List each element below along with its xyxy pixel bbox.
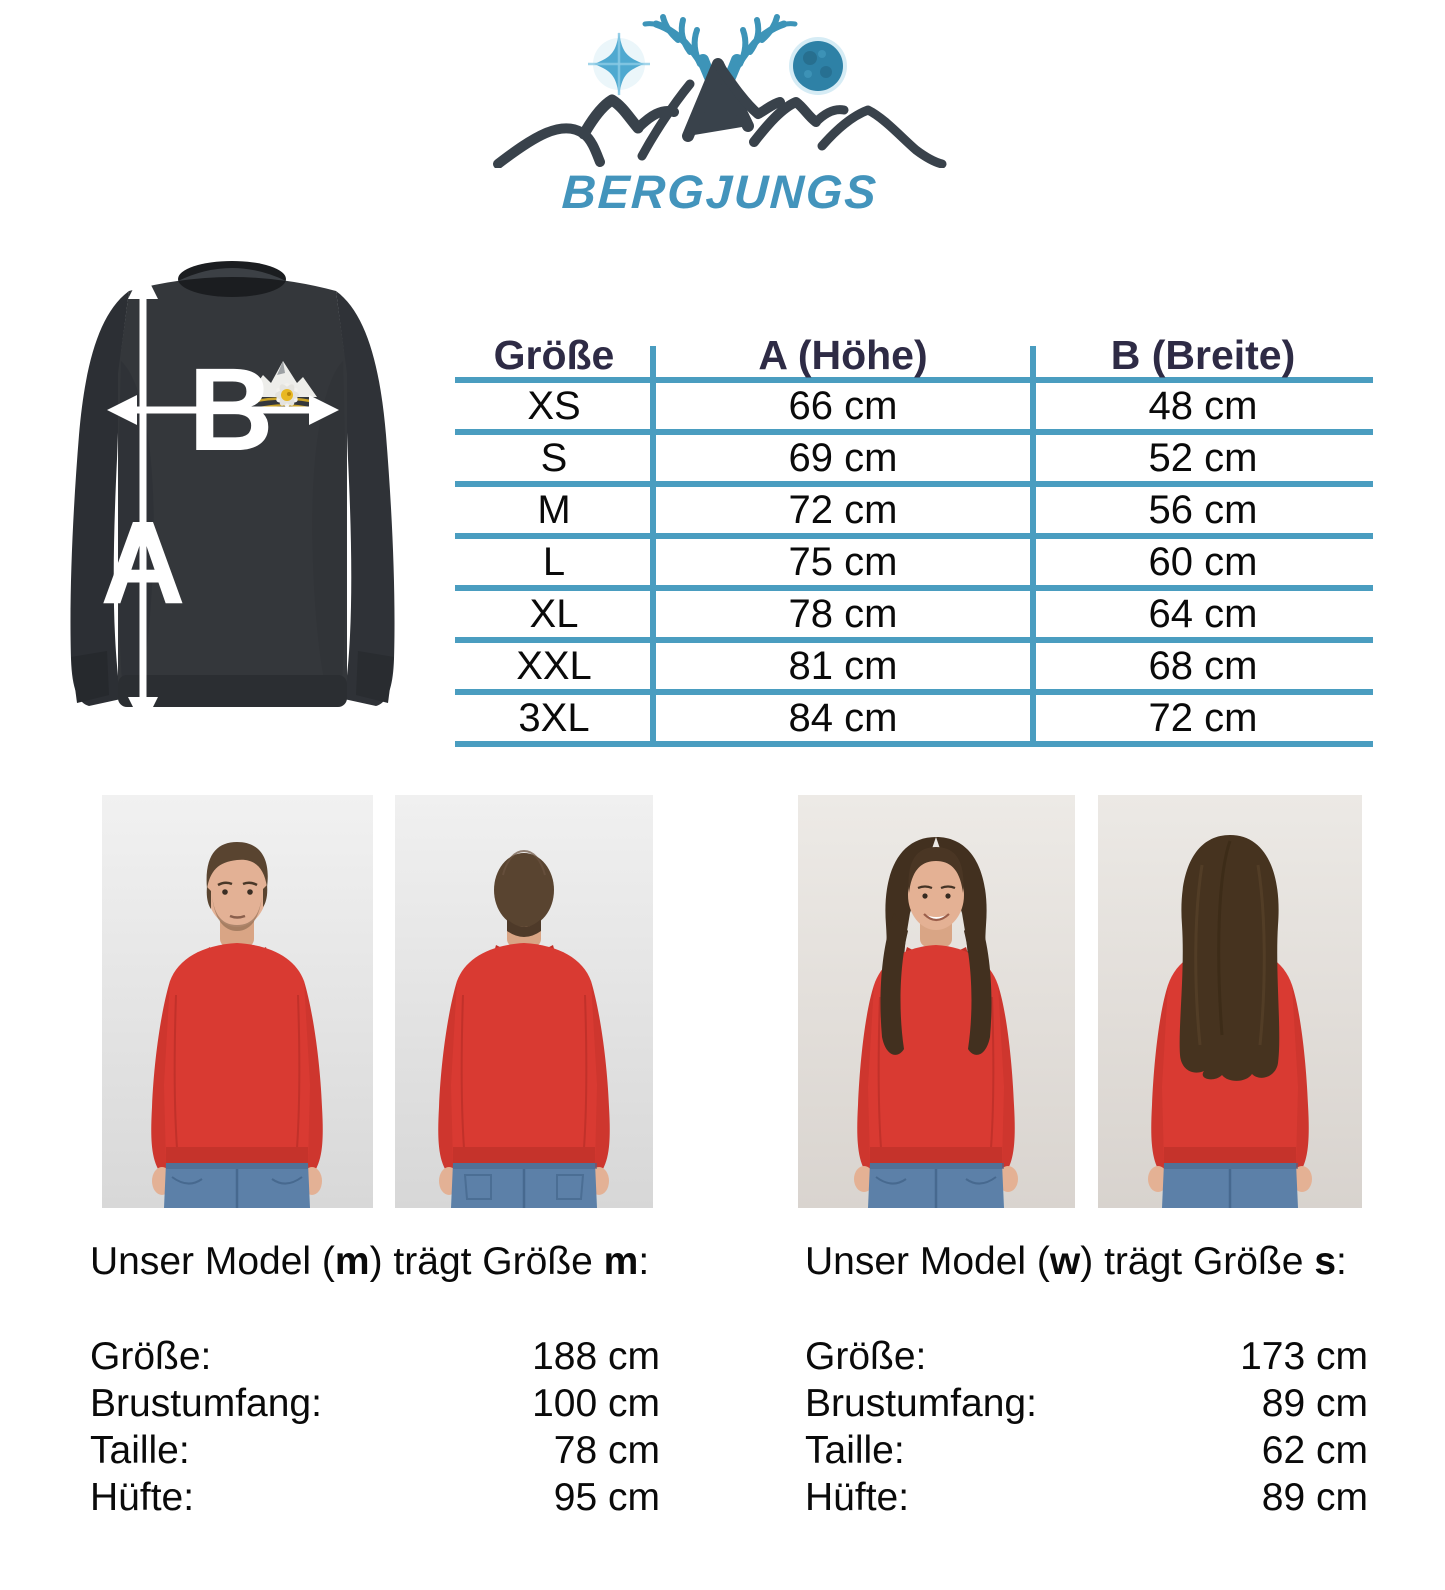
col-header-size: Größe <box>493 332 615 378</box>
width-cell: 48 cm <box>1148 384 1258 428</box>
measurement-label: Taille: <box>805 1428 905 1472</box>
mountains-icon <box>498 64 942 164</box>
width-cell: 60 cm <box>1148 540 1258 584</box>
table-divider <box>1030 346 1036 747</box>
table-row <box>455 383 1373 435</box>
col-header-width: B (Breite) <box>1110 332 1296 378</box>
right-cuff <box>356 651 394 703</box>
measurement-label: Hüfte: <box>90 1475 195 1519</box>
measurement-value: 188 cm <box>532 1334 660 1378</box>
photo-male-back <box>395 795 653 1208</box>
table-row <box>455 435 1373 487</box>
height-label: A <box>100 497 186 629</box>
width-label: B <box>188 344 274 476</box>
table-row <box>455 487 1373 539</box>
height-cell: 78 cm <box>788 592 898 636</box>
measurement-value: 100 cm <box>532 1381 660 1425</box>
sweatshirt-illustration <box>25 243 440 748</box>
col-header-height: A (Höhe) <box>758 332 928 378</box>
width-cell: 56 cm <box>1148 488 1258 532</box>
measurement-value: 78 cm <box>553 1428 660 1472</box>
size-cell: M <box>537 488 571 532</box>
width-cell: 64 cm <box>1148 592 1258 636</box>
width-cell: 72 cm <box>1148 696 1258 740</box>
model-heading-female: Unser Model (w) trägt Größe s: <box>805 1240 1347 1283</box>
mountain-logo-icon <box>492 6 948 168</box>
height-cell: 69 cm <box>788 436 898 480</box>
size-cell: XS <box>527 384 581 428</box>
left-cuff <box>71 651 109 703</box>
size-cell: S <box>540 436 568 480</box>
measurement-row <box>90 1427 660 1474</box>
table-row <box>455 591 1373 643</box>
measurement-row <box>805 1474 1368 1521</box>
photo-male-front <box>102 795 373 1208</box>
measurement-row <box>90 1474 660 1521</box>
measurement-label: Größe: <box>90 1334 212 1378</box>
size-cell: L <box>542 540 566 584</box>
height-cell: 66 cm <box>788 384 898 428</box>
table-row <box>455 539 1373 591</box>
table-row <box>455 695 1373 747</box>
measurement-label: Taille: <box>90 1428 190 1472</box>
size-cell: XXL <box>516 644 592 688</box>
size-table <box>455 333 1373 747</box>
measurement-value: 95 cm <box>553 1475 660 1519</box>
measurement-list <box>805 1333 1368 1521</box>
measurement-label: Brustumfang: <box>805 1381 1037 1425</box>
width-cell: 68 cm <box>1148 644 1258 688</box>
measurement-label: Hüfte: <box>805 1475 910 1519</box>
model-info-male <box>90 1238 660 1528</box>
height-cell: 72 cm <box>788 488 898 532</box>
collar <box>178 261 286 297</box>
moon-icon <box>789 37 847 95</box>
measurement-label: Brustumfang: <box>90 1381 322 1425</box>
model-info-female <box>805 1238 1368 1528</box>
model-heading-male: Unser Model (m) trägt Größe m: <box>90 1240 650 1283</box>
photo-female-front <box>798 795 1075 1208</box>
measurement-value: 89 cm <box>1261 1381 1368 1425</box>
size-cell: 3XL <box>518 696 590 740</box>
measurement-row <box>90 1333 660 1380</box>
size-cell: XL <box>529 592 579 636</box>
measurement-row <box>90 1380 660 1427</box>
measurement-row <box>805 1333 1368 1380</box>
measurement-value: 62 cm <box>1261 1428 1368 1472</box>
sweatshirt-measure-diagram <box>25 243 440 748</box>
height-cell: 84 cm <box>788 696 898 740</box>
brand-name: BERGJUNGS <box>560 165 880 218</box>
height-cell: 75 cm <box>788 540 898 584</box>
measurement-row <box>805 1380 1368 1427</box>
measurement-label: Größe: <box>805 1334 927 1378</box>
measurement-value: 173 cm <box>1240 1334 1368 1378</box>
measurement-row <box>805 1427 1368 1474</box>
height-cell: 81 cm <box>788 644 898 688</box>
table-divider <box>650 346 656 747</box>
brand-logo <box>492 6 948 221</box>
measurement-value: 89 cm <box>1261 1475 1368 1519</box>
table-row <box>455 643 1373 695</box>
size-table-header <box>455 333 1373 383</box>
measurement-list <box>90 1333 660 1521</box>
photo-female-back <box>1098 795 1362 1208</box>
width-cell: 52 cm <box>1148 436 1258 480</box>
star-icon <box>588 32 650 96</box>
